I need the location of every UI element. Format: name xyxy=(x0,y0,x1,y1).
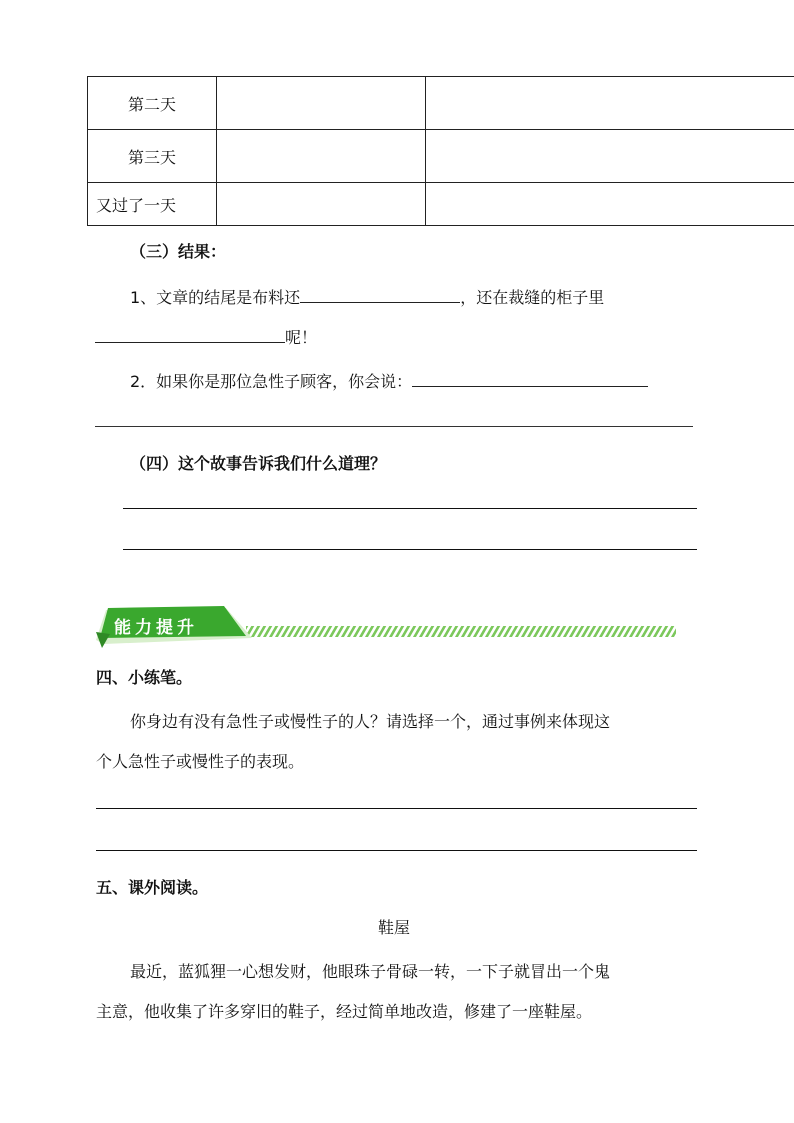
question-1-text: 1、文章的结尾是布料还 xyxy=(130,288,301,307)
reading-title: 鞋屋 xyxy=(378,918,411,937)
paragraph-line: 最近，蓝狐狸一心想发财，他眼珠子骨碌一转，一下子就冒出一个鬼 xyxy=(130,962,611,981)
part4-heading: 四、小练笔。 xyxy=(96,668,193,687)
question-2-text: 2．如果你是那位急性子顾客，你会说： xyxy=(130,372,413,391)
answer-line[interactable] xyxy=(123,508,697,509)
table-row-label: 第三天 xyxy=(88,130,217,183)
banner-label: 能力提升 xyxy=(114,618,198,638)
answer-blank[interactable] xyxy=(412,370,648,387)
answer-cell[interactable] xyxy=(426,77,794,130)
ability-banner xyxy=(96,604,676,648)
table-row xyxy=(88,183,794,226)
answer-line[interactable] xyxy=(95,426,693,427)
answer-cell[interactable] xyxy=(217,77,426,130)
table-row-label: 第二天 xyxy=(88,77,217,130)
answer-line[interactable] xyxy=(96,808,697,809)
paragraph-line: 你身边有没有急性子或慢性子的人？请选择一个，通过事例来体现这 xyxy=(130,712,611,731)
paragraph-line: 主意，他收集了许多穿旧的鞋子，经过简单地改造，修建了一座鞋屋。 xyxy=(96,1002,593,1021)
answer-cell[interactable] xyxy=(426,130,794,183)
section3-heading: （三）结果： xyxy=(130,242,227,261)
timeline-table xyxy=(87,76,794,226)
part5-heading: 五、课外阅读。 xyxy=(96,878,209,897)
answer-blank[interactable] xyxy=(300,286,460,303)
answer-blank[interactable] xyxy=(95,326,285,343)
answer-line[interactable] xyxy=(96,850,697,851)
table-row xyxy=(88,77,794,130)
table-row xyxy=(88,130,794,183)
paragraph-line: 个人急性子或慢性子的表现。 xyxy=(96,752,305,771)
question-1-cont xyxy=(95,326,317,348)
question-2 xyxy=(130,370,648,392)
answer-cell[interactable] xyxy=(426,183,794,226)
answer-cell[interactable] xyxy=(217,183,426,226)
question-1 xyxy=(130,286,604,308)
question-1-text: 呢！ xyxy=(285,328,318,347)
answer-line[interactable] xyxy=(123,549,697,550)
question-1-text: ，还在裁缝的柜子里 xyxy=(460,288,605,307)
answer-cell[interactable] xyxy=(217,130,426,183)
table-row-label: 又过了一天 xyxy=(88,183,217,226)
section4-heading: （四）这个故事告诉我们什么道理？ xyxy=(130,454,387,473)
